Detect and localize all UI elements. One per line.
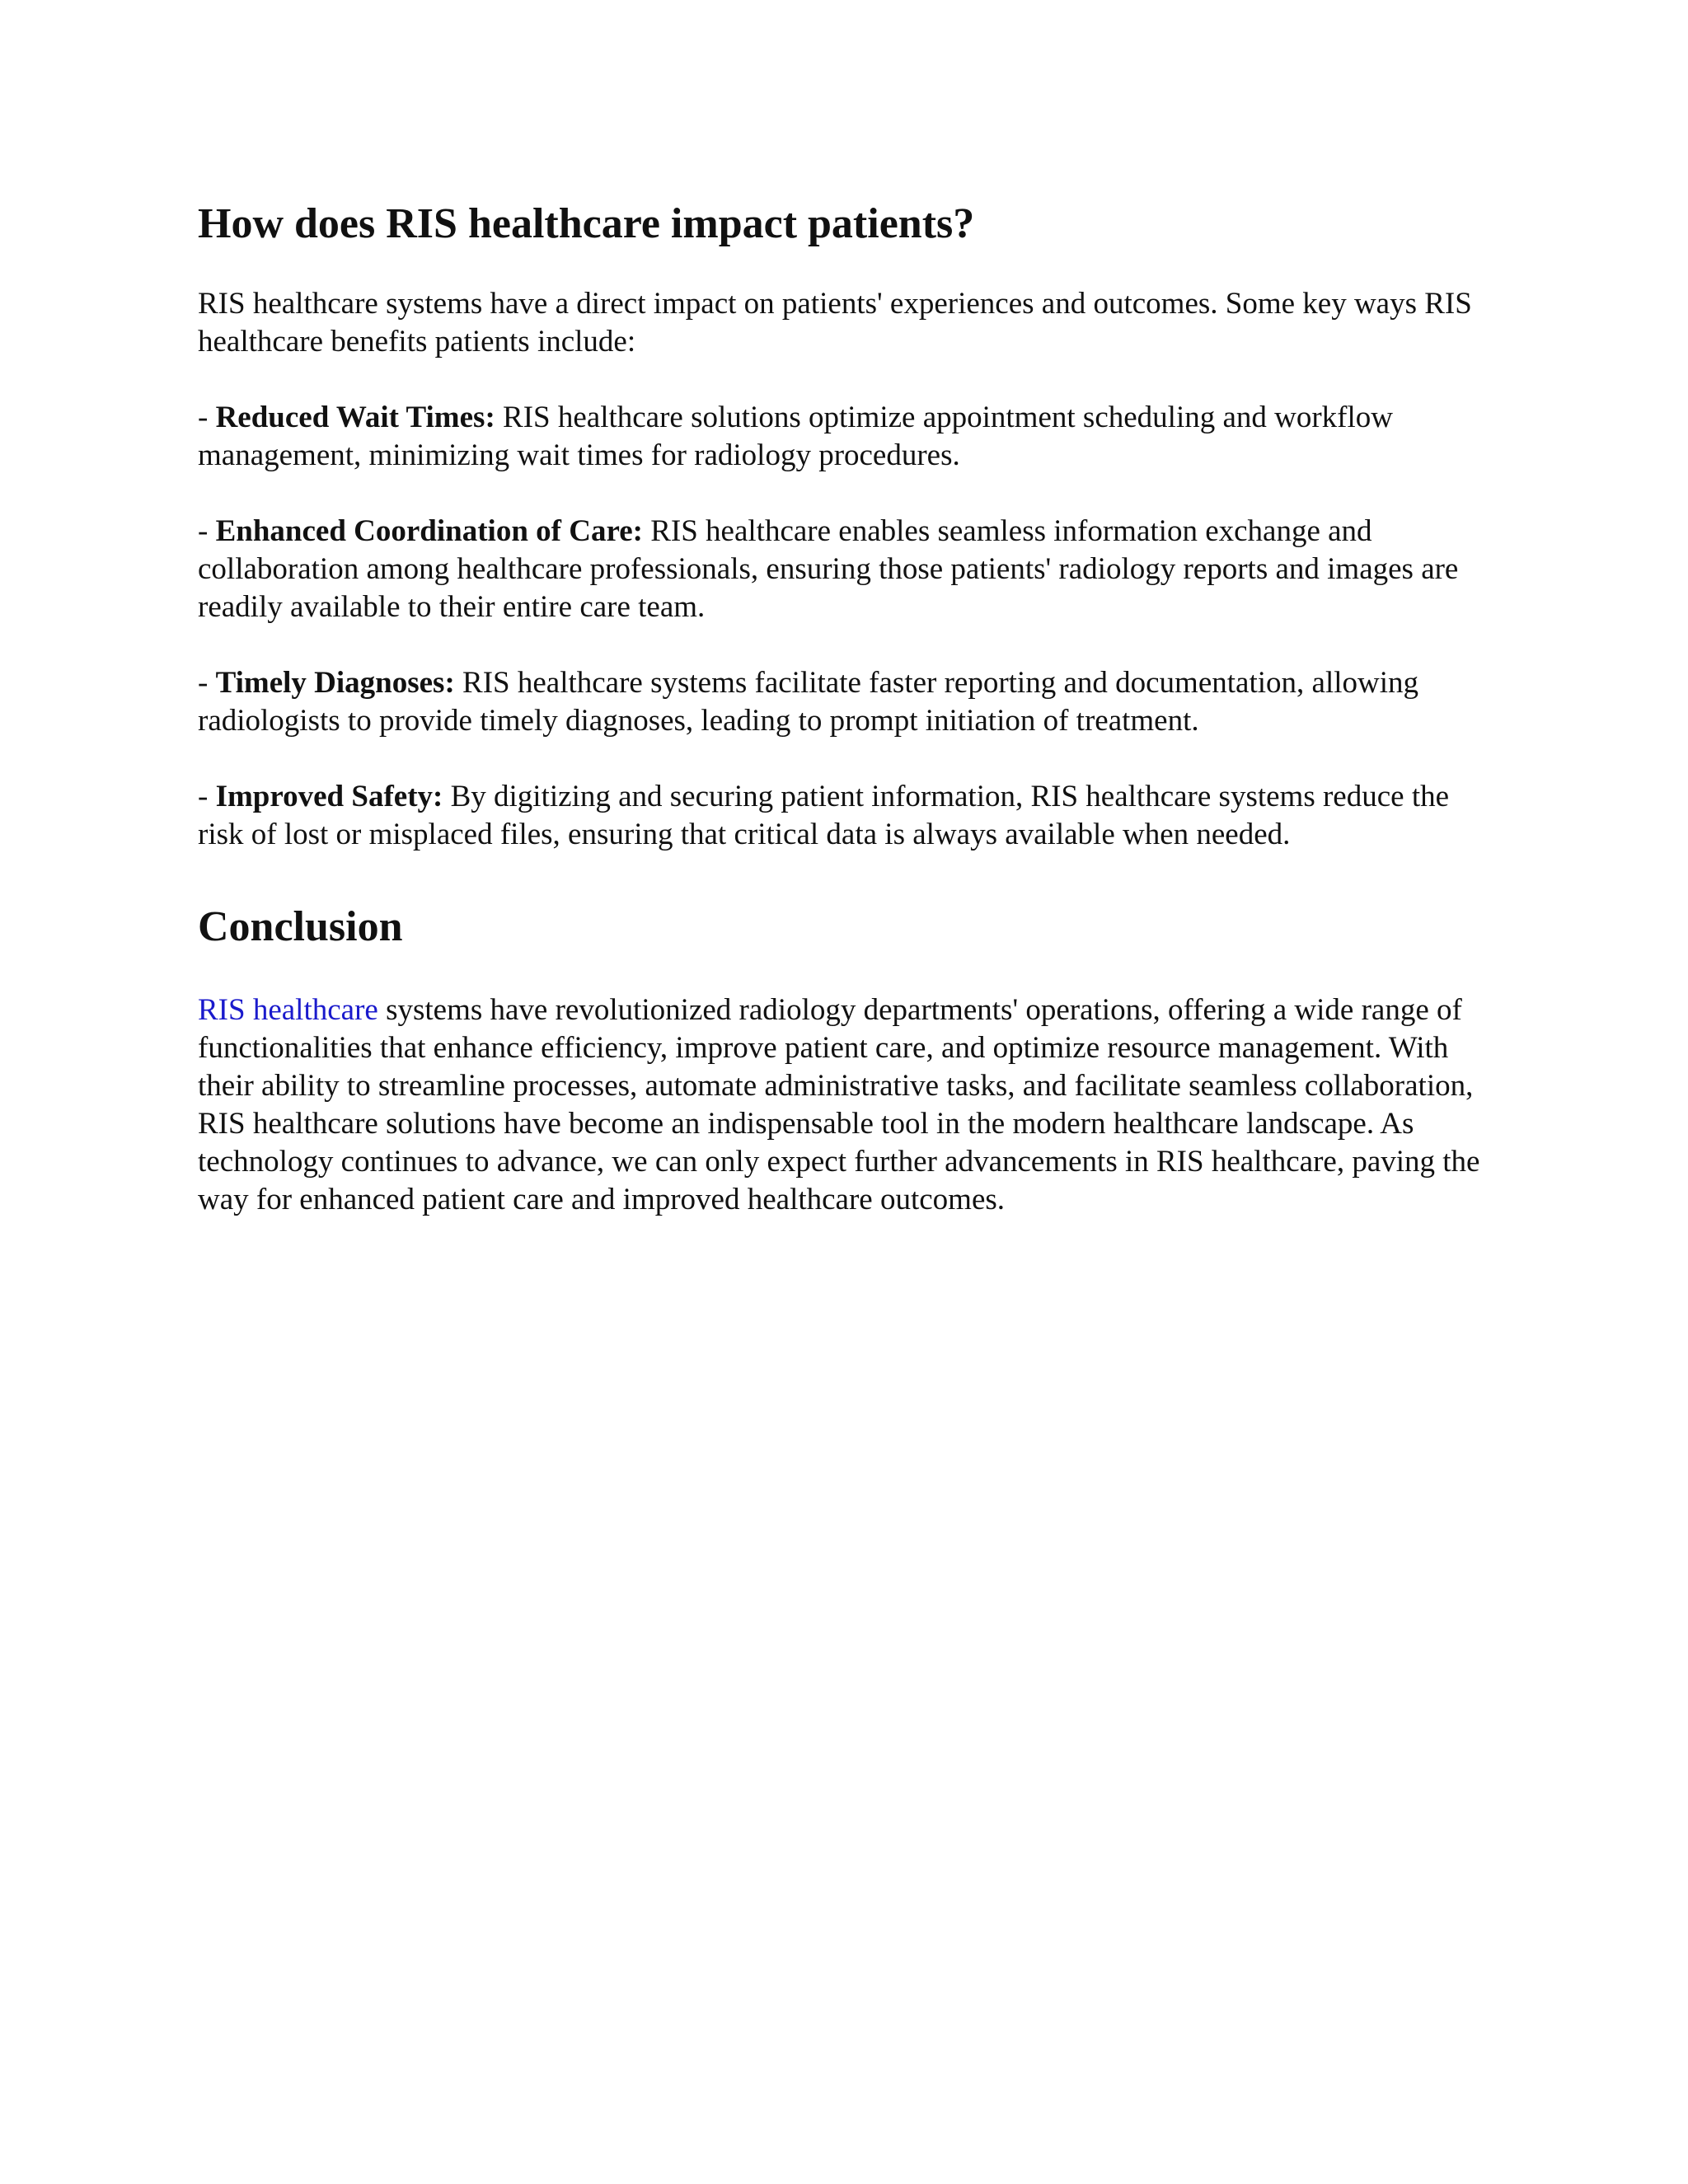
point-title: Reduced Wait Times: bbox=[215, 401, 495, 434]
point-title: Timely Diagnoses: bbox=[215, 666, 455, 700]
ris-healthcare-link[interactable]: RIS healthcare bbox=[198, 993, 378, 1027]
bullet-dash: - bbox=[198, 514, 216, 548]
point-text: By digitizing and securing patient information, RIS healthcare systems reduce the risk of lost or misplaced files, ensuring that critical data is always available when needed. bbox=[198, 780, 1450, 851]
document-page bbox=[198, 198, 1500, 1219]
point-reduced-wait-times bbox=[198, 399, 1500, 475]
point-title: Improved Safety: bbox=[215, 780, 443, 813]
bullet-dash: - bbox=[198, 666, 216, 700]
section-heading-conclusion: Conclusion bbox=[198, 903, 403, 950]
intro-paragraph: RIS healthcare systems have a direct impact on patients' experiences and outcomes. Some key ways RIS healthcare benefits patients include: bbox=[198, 287, 1472, 359]
conclusion-body: systems have revolutionized radiology departments' operations, offering a wide range of functionalities that enhance efficiency, improve patient care, and optimize resource management. With their ability to streamline processes, automate administrative tasks, and facilitate seamless collaboration, RIS healthcare solutions have become an indispensable tool in the modern healthcare landscape. As technology continues to advance, we can only expect further advancements in RIS healthcare, paving the way for enhanced patient care and improved healthcare outcomes. bbox=[198, 993, 1480, 1216]
conclusion-paragraph bbox=[198, 991, 1500, 1219]
point-text: RIS healthcare solutions optimize appointment scheduling and workflow management, minimizing wait times for radiology procedures. bbox=[198, 401, 1394, 472]
point-text: RIS healthcare systems facilitate faster reporting and documentation, allowing radiologists to provide timely diagnoses, leading to prompt initiation of treatment. bbox=[198, 666, 1419, 738]
bullet-dash: - bbox=[198, 780, 216, 813]
point-improved-safety bbox=[198, 778, 1500, 854]
point-title: Enhanced Coordination of Care: bbox=[215, 514, 643, 548]
point-timely-diagnoses bbox=[198, 664, 1500, 740]
section-heading-patient-impact: How does RIS healthcare impact patients? bbox=[198, 200, 975, 247]
bullet-dash: - bbox=[198, 401, 216, 434]
point-enhanced-coordination bbox=[198, 513, 1500, 626]
point-text: RIS healthcare enables seamless information exchange and collaboration among healthcare professionals, ensuring those patients' radiology reports and images are readily available to their entire care team. bbox=[198, 514, 1459, 624]
